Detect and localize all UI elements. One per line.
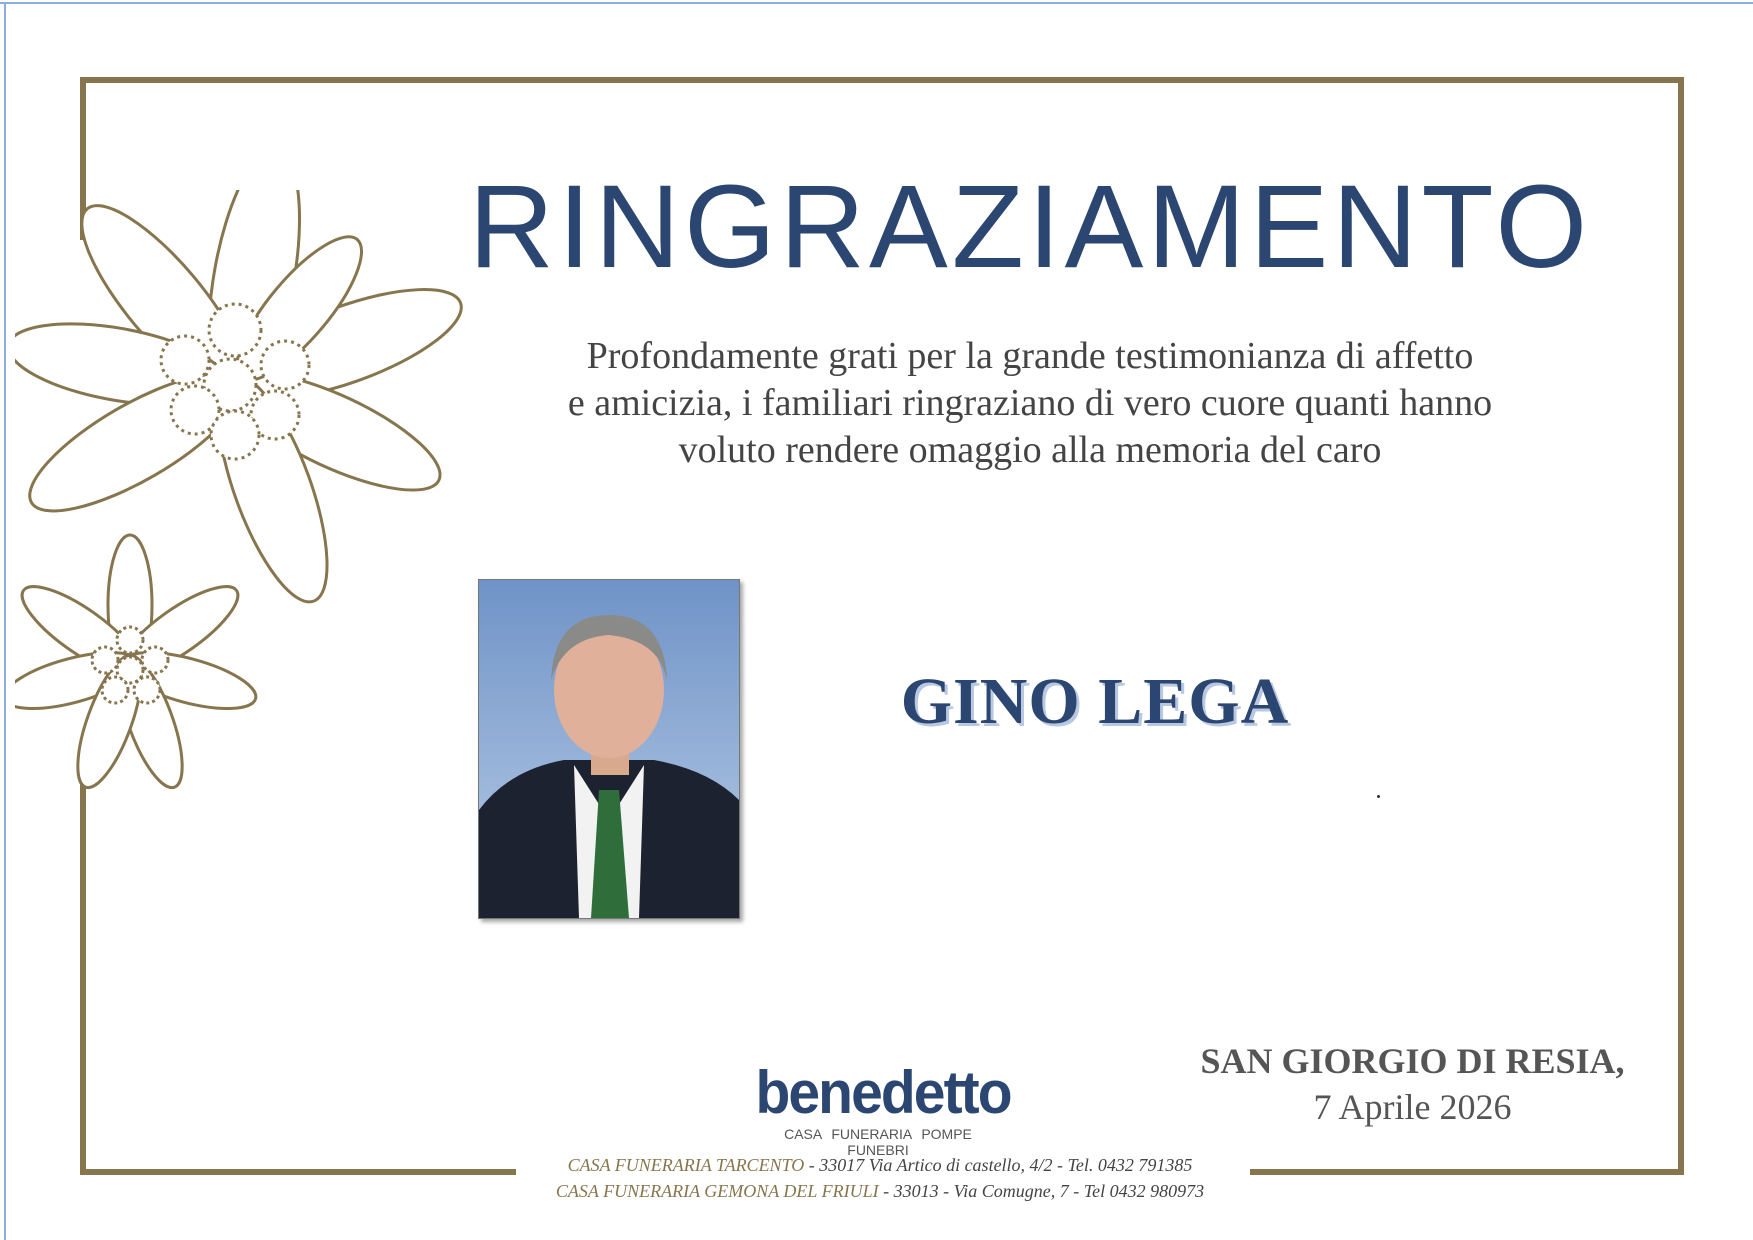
page-edge-left bbox=[4, 2, 6, 1240]
place-and-date bbox=[1150, 1038, 1675, 1130]
page-title: RINGRAZIAMENTO bbox=[468, 161, 1592, 293]
logo-wordmark: benedetto bbox=[755, 1059, 1011, 1126]
frame-right bbox=[1678, 77, 1684, 1175]
message-line: voluto rendere omaggio alla memoria del caro bbox=[678, 429, 1382, 471]
branch-name: CASA FUNERARIA GEMONA DEL FRIULI bbox=[555, 1181, 879, 1201]
portrait-photo bbox=[478, 579, 740, 919]
frame-bottom-right bbox=[1250, 1169, 1684, 1175]
frame-top bbox=[80, 77, 1684, 83]
footer-line bbox=[500, 1152, 1260, 1178]
branch-details: - 33013 - Via Comugne, 7 - Tel 0432 980973 bbox=[878, 1181, 1205, 1201]
branch-name: CASA FUNERARIA TARCENTO bbox=[567, 1155, 805, 1175]
thanks-message bbox=[440, 333, 1620, 474]
branch-details: - 33017 Via Artico di castello, 4/2 - Tel. 0432 791385 bbox=[804, 1155, 1193, 1175]
message-line: e amicizia, i familiari ringraziano di vero cuore quanti hanno bbox=[567, 382, 1493, 424]
logo-subtitle: CASA FUNERARIA POMPE FUNEBRI bbox=[784, 1126, 972, 1158]
message-line: Profondamente grati per la grande testimonianza di affetto bbox=[586, 335, 1474, 377]
footer-contacts bbox=[500, 1152, 1260, 1204]
date: 7 Aprile 2026 bbox=[1313, 1087, 1512, 1127]
city: SAN GIORGIO DI RESIA, bbox=[1200, 1041, 1625, 1081]
funeral-home-logo bbox=[749, 1059, 1011, 1158]
page-edge-top bbox=[0, 2, 1753, 4]
portrait-figure-icon bbox=[479, 580, 739, 918]
deceased-name: GINO LEGA bbox=[900, 665, 1290, 738]
frame-left-lower bbox=[80, 769, 86, 1175]
edelweiss-flowers-icon bbox=[15, 190, 465, 810]
footer-line bbox=[500, 1178, 1260, 1204]
stray-dot bbox=[1377, 795, 1380, 798]
frame-bottom-left bbox=[80, 1169, 516, 1175]
